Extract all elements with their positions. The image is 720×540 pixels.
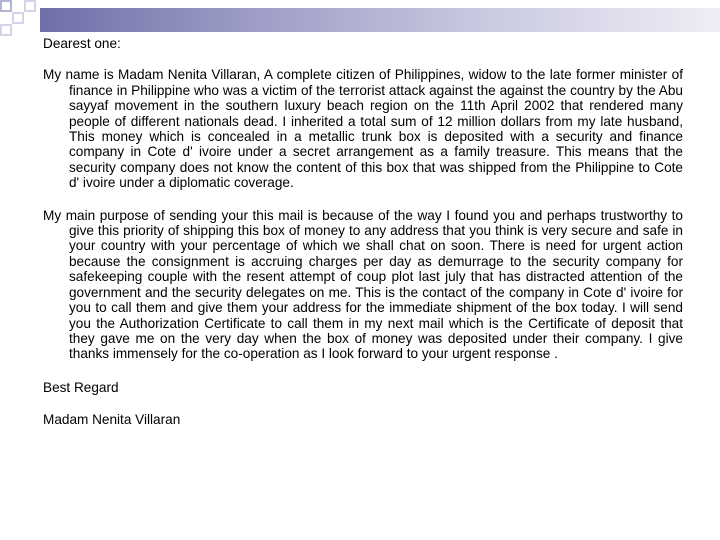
letter-closing: Best Regard: [43, 379, 119, 395]
header-gradient-bar: [40, 8, 720, 32]
letter-body: [43, 36, 683, 428]
letter-greeting: Dearest one:: [43, 36, 121, 51]
letter-paragraph-2: My main purpose of sending your this mail is because of the way I found you and perhaps trustworthy to give this priority of shipping this box of money to any address that you think is very secure and safe in your country with your percentage of which we shall chat on soon. There is need for urgent action because the consignment is accruing charges per day as demurrage to the security company for safekeeping couple with the resent attempt of coup plot last july that has distracted attention of the government and the security delegates on me. This is the contact of the company in Cote d' ivoire for you to call them and give them your address for the immediate shipment of the box today. I will send you the Authorization Certificate to call them in my next mail which is the Certificate of deposit that they gave me on the very day when the box of money was deposited under their company. I give thanks immensely for the co-operation as I look forward to your urgent response .: [43, 207, 683, 362]
letter-signature: Madam Nenita Villaran: [43, 412, 181, 428]
letter-paragraph-1: My name is Madam Nenita Villaran, A complete citizen of Philippines, widow to the late former minister of finance in Philippine who was a victim of the terrorist attack against the against the country by the Abu sayyaf movement in the southern luxury beach region on the 11th April 2002 that rendered many people of different nationals dead. I inherited a total sum of 12 million dollars from my late husband, This money which is concealed in a metallic trunk box is deposited with a security and finance company in Cote d' ivoire under a secret arrangement as a family treasure. This means that the security company does not know the content of this box that was shipped from the Philippine to Cote d' ivoire under a diplomatic coverage.: [43, 67, 683, 191]
